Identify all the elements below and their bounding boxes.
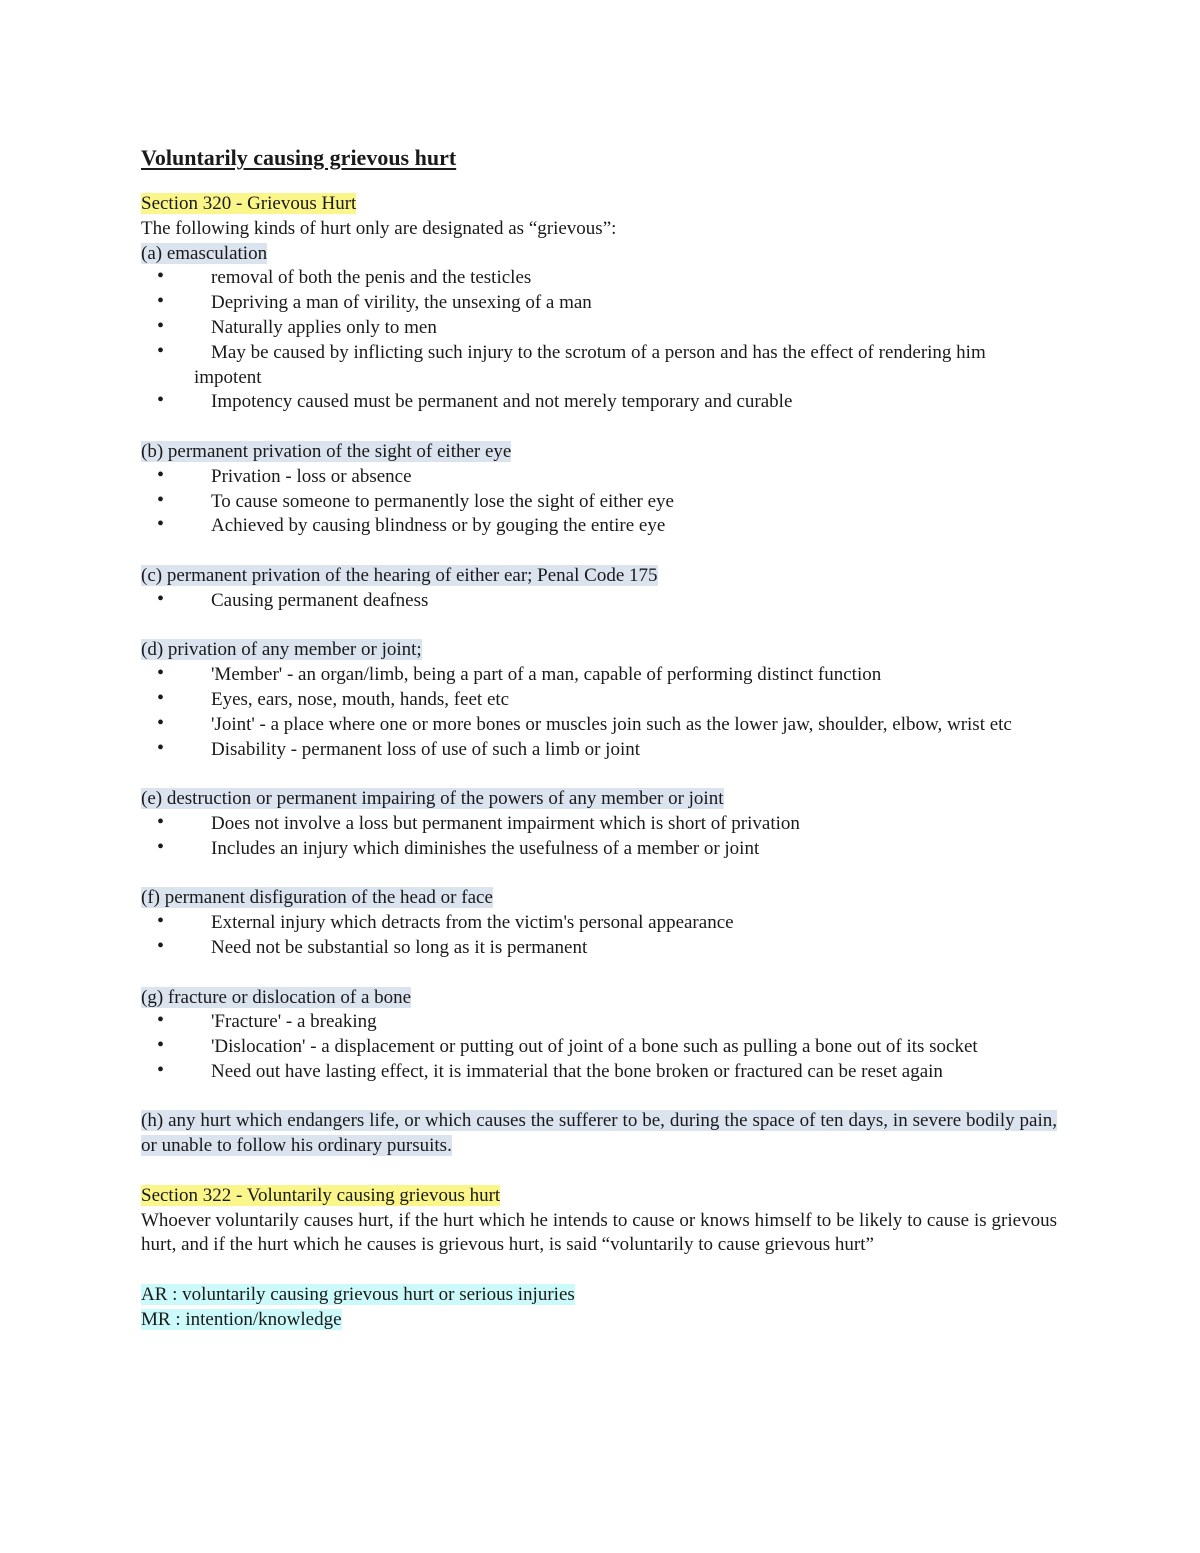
list-item-text: Eyes, ears, nose, mouth, hands, feet etc (211, 688, 510, 710)
list-item (141, 911, 1057, 936)
list-item-text: Includes an injury which diminishes the usefulness of a member or joint (211, 837, 760, 859)
list-item (141, 812, 1057, 837)
list-item (141, 713, 1057, 738)
item-heading-text: (a) emasculation (141, 242, 268, 264)
grievous-hurt-item (141, 440, 1057, 564)
list-item-text: Does not involve a loss but permanent impairment which is short of privation (211, 812, 800, 834)
bullet-list (141, 589, 1057, 614)
document-page (141, 144, 1057, 1333)
list-item (141, 738, 1057, 763)
list-item (141, 390, 1057, 415)
mens-rea (141, 1308, 1057, 1333)
list-item-text: Causing permanent deafness (211, 589, 429, 611)
list-item (141, 589, 1057, 614)
item-heading (141, 638, 1057, 663)
list-item-text: External injury which detracts from the victim's personal appearance (211, 912, 734, 934)
list-item (141, 1010, 1057, 1035)
bullet-list (141, 911, 1057, 961)
list-item-text: May be caused by inflicting such injury to the scrotum of a person and has the effect of rendering him impotent (194, 341, 986, 388)
grievous-hurt-item (141, 986, 1057, 1110)
list-item-text: Disability - permanent loss of use of such a limb or joint (211, 738, 641, 760)
list-item (141, 663, 1057, 688)
item-heading (141, 564, 1057, 589)
grievous-hurt-item (141, 564, 1057, 638)
grievous-hurt-item (141, 886, 1057, 985)
list-item (141, 490, 1057, 515)
list-item (141, 514, 1057, 539)
list-item-text: To cause someone to permanently lose the sight of either eye (211, 490, 674, 512)
grievous-hurt-list (141, 242, 1057, 1110)
item-heading-text: (b) permanent privation of the sight of either eye (141, 440, 512, 462)
list-item-text: Need not be substantial so long as it is permanent (211, 936, 588, 958)
list-item (141, 936, 1057, 961)
list-item-text: 'Member' - an organ/limb, being a part of a man, capable of performing distinct function (211, 664, 882, 686)
list-item-text: 'Joint' - a place where one or more bones or muscles join such as the lower jaw, shoulder, elbow, wrist etc (211, 713, 1012, 735)
item-heading-text: (c) permanent privation of the hearing of either ear; Penal Code 175 (141, 564, 658, 586)
grievous-hurt-item (141, 242, 1057, 440)
mens-rea-text: MR : intention/knowledge (141, 1308, 342, 1330)
list-item-text: Privation - loss or absence (211, 465, 412, 487)
list-item-text: Need out have lasting effect, it is immaterial that the bone broken or fractured can be reset again (211, 1060, 943, 1082)
list-item (141, 837, 1057, 862)
grievous-hurt-item (141, 787, 1057, 886)
section-320-intro: The following kinds of hurt only are designated as “grievous”: (141, 217, 617, 239)
list-item (141, 688, 1057, 713)
item-heading (141, 886, 1057, 911)
section-322-heading-text: Section 322 - Voluntarily causing grievous hurt (141, 1184, 501, 1206)
item-h (141, 1109, 1057, 1159)
item-heading (141, 787, 1057, 812)
section-322-body: Whoever voluntarily causes hurt, if the hurt which he intends to cause or knows himself to be likely to cause is grievous hurt, and if the hurt which he causes is grievous hurt, is said “voluntarily to cause grievous hurt” (141, 1209, 1057, 1256)
document-title: Voluntarily causing grievous hurt (141, 145, 457, 170)
bullet-list (141, 1010, 1057, 1084)
list-item-text: Achieved by causing blindness or by gouging the entire eye (211, 515, 666, 537)
item-h-text: (h) any hurt which endangers life, or which causes the sufferer to be, during the space of ten days, in severe bodily pain, or unable to follow his ordinary pursuits. (141, 1110, 1057, 1157)
item-heading-text: (g) fracture or dislocation of a bone (141, 986, 412, 1008)
list-item (141, 465, 1057, 490)
bullet-list (141, 812, 1057, 862)
section-322-heading (141, 1184, 1057, 1209)
bullet-list (141, 266, 1057, 415)
list-item-text: removal of both the penis and the testicles (211, 267, 532, 289)
list-item (141, 316, 1057, 341)
list-item (141, 1035, 1057, 1060)
item-heading-text: (e) destruction or permanent impairing of the powers of any member or joint (141, 788, 724, 810)
list-item-text: 'Fracture' - a breaking (211, 1011, 377, 1033)
grievous-hurt-item (141, 638, 1057, 787)
list-item (141, 1060, 1057, 1085)
section-320-heading-text: Section 320 - Grievous Hurt (141, 193, 357, 214)
bullet-list (141, 663, 1057, 762)
list-item (141, 291, 1057, 316)
list-item (141, 341, 1057, 391)
list-item-text: Depriving a man of virility, the unsexing of a man (211, 292, 592, 314)
list-item (141, 266, 1057, 291)
list-item-text: Naturally applies only to men (211, 316, 437, 338)
item-heading (141, 986, 1057, 1011)
list-item-text: Impotency caused must be permanent and not merely temporary and curable (211, 391, 793, 413)
item-heading-text: (f) permanent disfiguration of the head or face (141, 887, 493, 909)
item-heading (141, 242, 1057, 267)
actus-reus-text: AR : voluntarily causing grievous hurt or serious injuries (141, 1284, 575, 1306)
item-heading (141, 440, 1057, 465)
bullet-list (141, 465, 1057, 539)
actus-reus (141, 1283, 1057, 1308)
section-320-heading (141, 192, 1057, 217)
item-heading-text: (d) privation of any member or joint; (141, 639, 422, 661)
list-item-text: 'Dislocation' - a displacement or putting out of joint of a bone such as pulling a bone out of its socket (211, 1036, 978, 1058)
